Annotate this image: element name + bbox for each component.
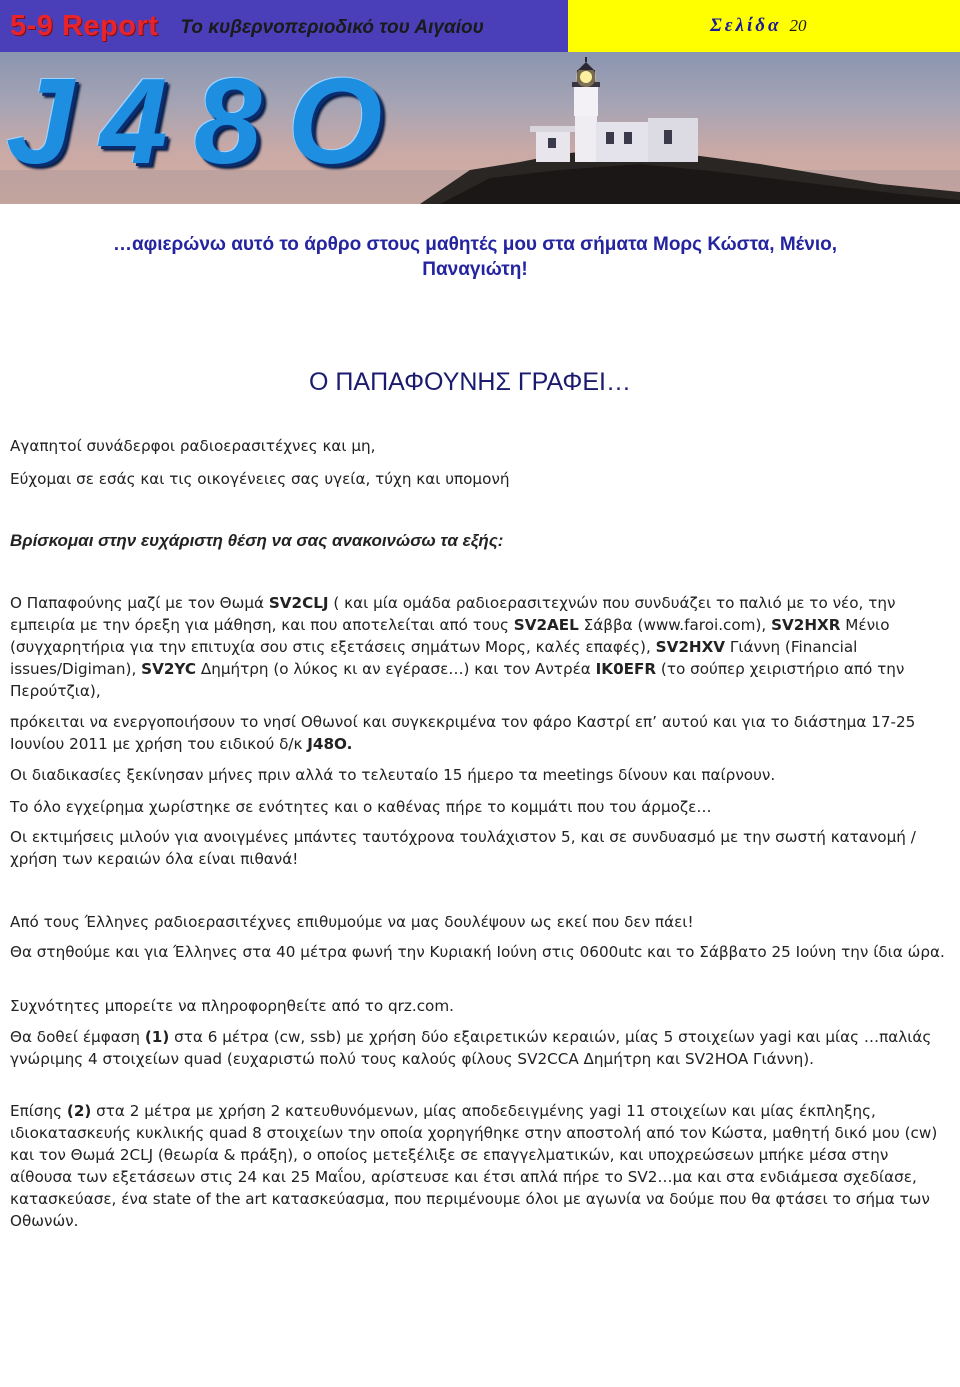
- paragraph-frequencies: Συχνότητες μπορείτε να πληροφορηθείτε από το qrz.com.: [10, 997, 454, 1015]
- announcement-line: Βρίσκομαι στην ευχάριστη θέση να σας ανακοινώσω τα εξής:: [10, 531, 504, 550]
- paragraph-2m: [10, 1100, 945, 1232]
- paragraph-division: Το όλο εγχείρημα χωρίστηκε σε ενότητες και ο καθένας πήρε το κομμάτι που του άρμοζε…: [10, 798, 712, 816]
- item-marker-1: (1): [144, 1028, 170, 1046]
- item-marker-2: (2): [66, 1102, 92, 1120]
- paragraph-greek-hams: Από τους Έλληνες ραδιοερασιτέχνες επιθυμούμε να μας δουλέψουν ως εκεί που δεν πάει!: [10, 913, 694, 931]
- callsign-sv2yc: SV2YC: [141, 660, 197, 678]
- text-run: Δημήτρη (ο λύκος κι αν εγέρασε…) και τον Αντρέα: [196, 660, 596, 678]
- text-run: Μένιο (συγχαρητήρια για την επιτυχία σου στις εξετάσεις σημάτων Μορς, καλές επαφές),: [10, 616, 890, 656]
- page-label: Σελίδα: [710, 15, 782, 36]
- text-run: ( και μία ομάδα ραδιοερασιτεχνών που συνδυάζει το παλιό με το νέο, την εμπειρία με την όρεξη για μάθηση, και που αποτελείται από τους: [10, 594, 896, 634]
- text-run: (το σούπερ χειριστήριο από την Περούτζια),: [10, 660, 905, 700]
- greeting-line-1: Αγαπητοί συνάδερφοι ραδιοερασιτέχνες και μη,: [10, 437, 376, 455]
- page-number: 20: [789, 16, 807, 35]
- paragraph-activation: [10, 711, 945, 755]
- header-page-band: [568, 0, 960, 52]
- banner-image: [0, 52, 960, 204]
- text-run: Ο Παπαφούνης μαζί με τον Θωμά: [10, 594, 269, 612]
- dedication-line-2: Παναγιώτη!: [422, 259, 528, 280]
- paragraph-40m: Θα στηθούμε και για Έλληνες στα 40 μέτρα φωνή την Κυριακή Ιούνη στις 0600utc και το Σάββατο 25 Ιούνη την ίδια ώρα.: [10, 943, 945, 961]
- text-run: πρόκειται να ενεργοποιήσουν το νησί Οθωνοί και συγκεκριμένα τον φάρο Καστρί επ’ αυτού και για το διάστημα 17-25 Ιουνίου 2011 με χρήση του ειδικού δ/κ: [10, 713, 916, 753]
- callsign-sv2ael: SV2AEL: [513, 616, 579, 634]
- text-run: Σάββα (www.faroi.com),: [578, 616, 772, 634]
- paragraph-procedures: Οι διαδικασίες ξεκίνησαν μήνες πριν αλλά το τελευταίο 15 ήμερο τα meetings δίνουν και παίρνουν.: [10, 766, 776, 784]
- text-run: Θα δοθεί έμφαση: [10, 1028, 145, 1046]
- callsign-j48o: J48O.: [307, 735, 353, 753]
- header-tagline: Το κυβερνοπεριοδικό του Αιγαίου: [180, 17, 484, 38]
- callsign-sv2hxr: SV2HXR: [771, 616, 841, 634]
- paragraph-estimates: Οι εκτιμήσεις μιλούν για ανοιγμένες μπάντες ταυτόχρονα τουλάχιστον 5, και σε συνδυασμό με την σωστή κατανομή / χρήση των κεραιών όλα είναι πιθανά!: [10, 828, 916, 868]
- callsign-sv2clj: SV2CLJ: [268, 594, 329, 612]
- article-title: Ο ΠΑΠΑΦΟΥΝΗΣ ΓΡΑΦΕΙ…: [308, 368, 631, 396]
- paragraph-team: [10, 592, 945, 702]
- callsign-ik0efr: IK0EFR: [595, 660, 657, 678]
- text-run: στα 6 μέτρα (cw, ssb) με χρήση δύο εξαιρετικών κεραιών, μίας 5 στοιχείων yagi και μίας …παλιάς γνώριμης 4 στοιχείων quad (ευχαριστώ πολύ τους καλούς φίλους SV2CCA Δημήτρη και SV2HOA Γιάννη).: [10, 1028, 932, 1068]
- text-run: Γιάννη (Financial issues/Digiman),: [10, 638, 858, 678]
- page-header: [0, 0, 960, 52]
- callsign-sv2hxv: SV2HXV: [655, 638, 726, 656]
- text-run: στα 2 μέτρα με χρήση 2 κατευθυνόμενων, μίας αποδεδειγμένης yagi 11 στοιχείων και μίας έκπληξης, ιδιοκατασκευής κυκλικής quad 8 στοιχείων την οποία χορηγήθηκε στην αποστολή από τον Κώστα, μαθητή δικό μου (cw) και τον Θωμά 2CLJ (θεωρία & πράξη), ο οποίος μετεξέλιξε σε επαγγελματικών, και υποχρεώσεων μπήκε μέσα στην αίθουσα των εξετάσεων στις 24 και 25 Μαΐου, αρίστευσε και έτσι απλά πήρε το SV2…μα και στα ενδιάμεσα σχεδίασε, κατασκεύασε, ένα state of the art κατασκεύασμα, που περιμένουμε όλοι με αγωνία να δούμε που θα φτάσει το σήμα των Οθωνών.: [10, 1102, 938, 1230]
- callsign-logo: J48O: [6, 53, 409, 189]
- text-run: Επίσης: [10, 1102, 67, 1120]
- dedication-line-1: …αφιερώνω αυτό το άρθρο στους μαθητές μου στα σήματα Μορς Κώστα, Μένιο,: [112, 234, 837, 255]
- brand-logo-text: 5-9 Report: [10, 9, 159, 42]
- dedication: [0, 232, 950, 282]
- paragraph-6m: [10, 1026, 945, 1070]
- header-brand-band: [0, 0, 568, 52]
- greeting-line-2: Εύχομαι σε εσάς και τις οικογένειες σας υγεία, τύχη και υπομονή: [10, 470, 510, 488]
